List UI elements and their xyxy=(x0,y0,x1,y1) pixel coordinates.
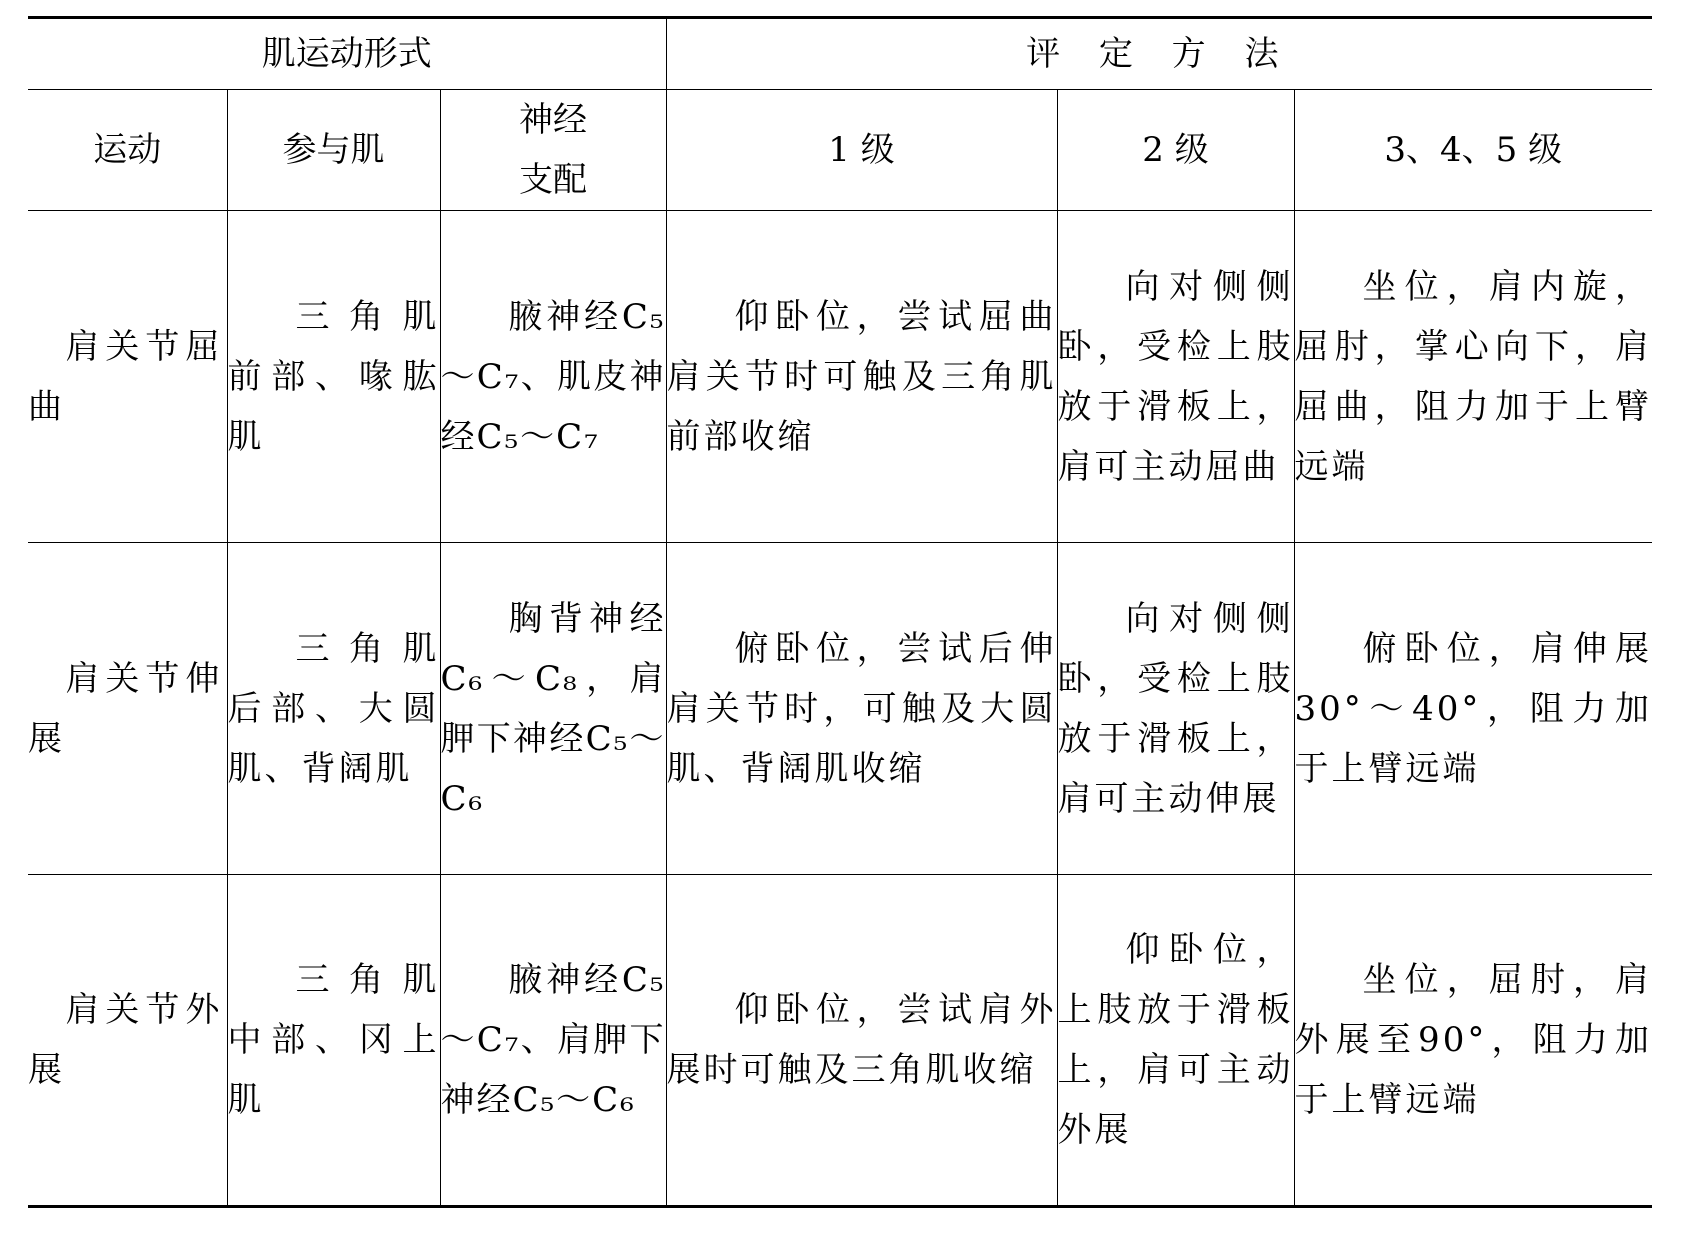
header-motion: 运动 xyxy=(28,90,227,211)
table-row xyxy=(28,875,1652,1207)
header-nerve: 神经 支配 xyxy=(440,90,666,211)
header-row-columns xyxy=(28,90,1652,211)
cell-grade-1: 仰卧位，尝试屈曲肩关节时可触及三角肌前部收缩 xyxy=(666,211,1057,543)
header-muscles: 参与肌 xyxy=(227,90,440,211)
cell-nerve: 胸背神经C₆～C₈，肩胛下神经C₅～C₆ xyxy=(440,543,666,875)
cell-muscles: 三角肌中部、冈上肌 xyxy=(227,875,440,1207)
muscle-testing-table xyxy=(28,16,1652,1208)
header-grade-3-4-5: 3、4、5 级 xyxy=(1294,90,1652,211)
header-group-muscle-motion: 肌运动形式 xyxy=(28,18,666,90)
cell-nerve: 腋神经C₅～C₇、肩胛下神经C₅～C₆ xyxy=(440,875,666,1207)
cell-muscles: 三角肌前部、喙肱肌 xyxy=(227,211,440,543)
table-row xyxy=(28,543,1652,875)
cell-grade-1: 俯卧位，尝试后伸肩关节时，可触及大圆肌、背阔肌收缩 xyxy=(666,543,1057,875)
header-grade-1: 1 级 xyxy=(666,90,1057,211)
document-page xyxy=(28,16,1652,1208)
cell-motion: 肩关节屈曲 xyxy=(28,211,227,543)
cell-grade-1: 仰卧位，尝试肩外展时可触及三角肌收缩 xyxy=(666,875,1057,1207)
cell-grade-2: 仰卧位，上肢放于滑板上，肩可主动外展 xyxy=(1057,875,1294,1207)
cell-grade-2: 向对侧侧卧，受检上肢放于滑板上，肩可主动屈曲 xyxy=(1057,211,1294,543)
cell-motion: 肩关节外展 xyxy=(28,875,227,1207)
header-grade-2: 2 级 xyxy=(1057,90,1294,211)
cell-grade-3-4-5: 坐位，肩内旋，屈肘，掌心向下，肩屈曲，阻力加于上臂远端 xyxy=(1294,211,1652,543)
cell-grade-3-4-5: 坐位，屈肘，肩外展至90°，阻力加于上臂远端 xyxy=(1294,875,1652,1207)
header-group-assessment: 评 定 方 法 xyxy=(666,18,1652,90)
cell-grade-3-4-5: 俯卧位，肩伸展30°～40°，阻力加于上臂远端 xyxy=(1294,543,1652,875)
cell-grade-2: 向对侧侧卧，受检上肢放于滑板上，肩可主动伸展 xyxy=(1057,543,1294,875)
cell-motion: 肩关节伸展 xyxy=(28,543,227,875)
cell-nerve: 腋神经C₅～C₇、肌皮神经C₅～C₇ xyxy=(440,211,666,543)
cell-muscles: 三角肌后部、大圆肌、背阔肌 xyxy=(227,543,440,875)
table-row xyxy=(28,211,1652,543)
header-row-groups xyxy=(28,18,1652,90)
